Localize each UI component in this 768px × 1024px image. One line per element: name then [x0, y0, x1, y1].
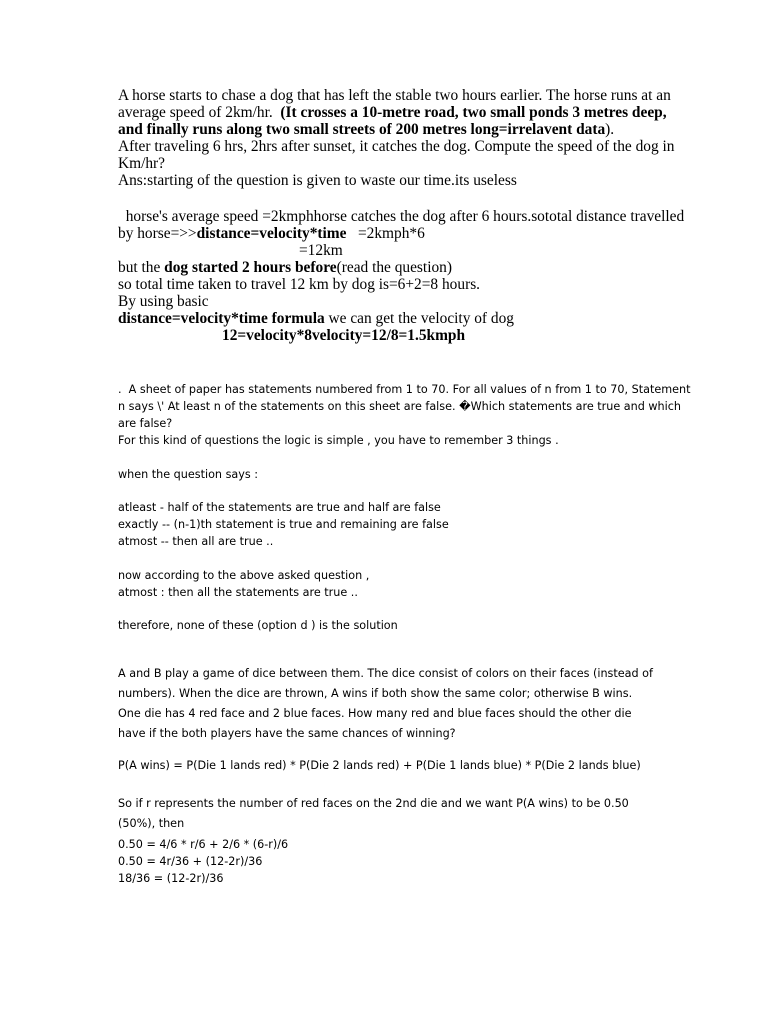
probability-formula: P(A wins) = P(Die 1 lands red) * P(Die 2 lands red) + P(Die 1 lands blue) * P(Die 2 lands blue): [118, 759, 641, 772]
equation-2: 0.50 = 4r/36 + (12-2r)/36: [118, 855, 263, 868]
solution-result: =12km: [299, 242, 343, 259]
statements-problem: . A sheet of paper has statements numbered from 1 to 70. For all values of n from 1 to 70, Statement n says \' At least n of the statements on this sheet are false. �Which statements are true and which are false?: [118, 383, 695, 430]
solution-text: we can get the velocity of dog: [324, 310, 514, 327]
equation-1: 0.50 = 4/6 * r/6 + 2/6 * (6-r)/6: [118, 838, 289, 851]
equation-3: 18/36 = (12-2r)/36: [118, 872, 224, 885]
problem-text: A horse starts to chase a dog that has left the stable two hours earlier. The horse runs at an average speed of 2km/hr.: [118, 87, 675, 121]
now-note: now according to the above asked question ,: [118, 569, 370, 582]
irrelevant-data-bold: (It crosses a 10-metre road, two small ponds 3 metres deep, and finally runs along two small streets of 200 metres long=irrelavent data: [118, 104, 671, 138]
logic-note: For this kind of questions the logic is simple , you have to remember 3 things .: [118, 434, 559, 447]
formula-bold: distance=velocity*time formula: [118, 310, 325, 327]
horse-solution-paragraph: [118, 208, 693, 344]
dice-problem: A and B play a game of dice between them. The dice consist of colors on their faces (instead of numbers). When the dice are thrown, A wins if both show the same color; otherwise B wins. One die has 4 red face and 2 blue faces. How many red and blue faces should the other die have if the both players have the same chances of winning?: [118, 667, 657, 740]
dog-started-bold: dog started 2 hours before: [164, 259, 337, 276]
solution-calc: =2kmph*6: [346, 225, 425, 242]
atmost-note: atmost : then all the statements are true ..: [118, 586, 358, 599]
answer-note: Ans:starting of the question is given to waste our time.its useless: [118, 172, 517, 189]
rule-atmost: atmost -- then all are true ..: [118, 535, 274, 548]
problem-question: After traveling 6 hrs, 2hrs after sunset, it catches the dog. Compute the speed of the dog in Km/hr?: [118, 138, 679, 172]
so-if-paragraph: So if r represents the number of red faces on the 2nd die and we want P(A wins) to be 0.50 (50%), then: [118, 797, 633, 830]
rule-atleast: atleast - half of the statements are true and half are false: [118, 501, 441, 514]
problem-text-end: ).: [605, 121, 615, 138]
solution-total-time: so total time taken to travel 12 km by dog is=6+2=8 hours.: [118, 276, 481, 293]
solution-note: therefore, none of these (option d ) is the solution: [118, 619, 398, 632]
distance-formula-bold: distance=velocity*time: [196, 225, 347, 242]
rule-exactly: exactly -- (n-1)th statement is true and remaining are false: [118, 518, 449, 531]
when-note: when the question says :: [118, 468, 259, 481]
solution-text: horse's average speed =2kmphhorse catches the dog after 6 hours.sototal distance travelled by horse=>>: [118, 208, 689, 242]
horse-problem-paragraph: [118, 87, 693, 189]
solution-text: By using basic: [118, 293, 209, 310]
solution-text: but the: [118, 259, 165, 276]
solution-text: (read the question): [336, 259, 452, 276]
final-velocity-bold: 12=velocity*8velocity=12/8=1.5kmph: [222, 327, 466, 344]
